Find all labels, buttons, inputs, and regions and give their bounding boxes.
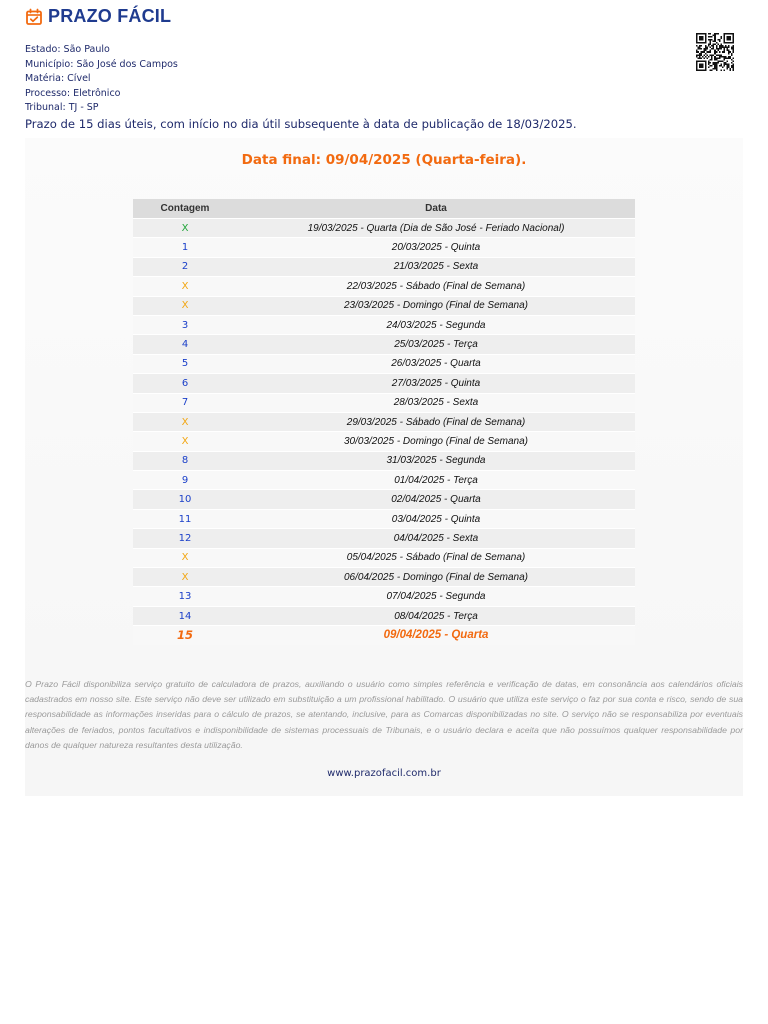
- deadline-summary: Prazo de 15 dias úteis, com início no dia útil subsequente à data de publicação de 18/03/2025.: [25, 117, 577, 131]
- row-count: X: [133, 568, 237, 587]
- table-row: [133, 509, 635, 528]
- row-count: 5: [133, 354, 237, 373]
- row-date: 02/04/2025 - Quarta: [237, 490, 635, 509]
- brand-name: PRAZO FÁCIL: [48, 6, 172, 26]
- row-date: 30/03/2025 - Domingo (Final de Semana): [237, 432, 635, 451]
- table-row: [133, 529, 635, 548]
- info-materia: Matéria: Cível: [25, 73, 91, 85]
- table-row: [133, 296, 635, 315]
- table-row: [133, 587, 635, 606]
- row-count: X: [133, 296, 237, 315]
- row-count: 1: [133, 238, 237, 257]
- table-row: [133, 490, 635, 509]
- site-link[interactable]: www.prazofacil.com.br: [327, 768, 441, 779]
- table-row: [133, 548, 635, 567]
- table-row: [133, 432, 635, 451]
- table-row: [133, 451, 635, 470]
- table-row: [133, 393, 635, 412]
- row-date: 07/04/2025 - Segunda: [237, 587, 635, 606]
- row-count: 4: [133, 335, 237, 354]
- table-row: [133, 626, 635, 645]
- row-count: X: [133, 432, 237, 451]
- result-panel: [25, 138, 743, 796]
- row-date: 19/03/2025 - Quarta (Dia de São José - Feriado Nacional): [237, 219, 635, 238]
- qr-code-icon[interactable]: [695, 33, 735, 71]
- row-count: X: [133, 548, 237, 567]
- row-date: 24/03/2025 - Segunda: [237, 315, 635, 334]
- row-date: 20/03/2025 - Quinta: [237, 238, 635, 257]
- header-data: Data: [237, 199, 635, 219]
- table-row: [133, 335, 635, 354]
- row-count: 9: [133, 471, 237, 490]
- info-tribunal: Tribunal: TJ - SP: [25, 102, 99, 114]
- row-count: X: [133, 219, 237, 238]
- row-count: X: [133, 412, 237, 431]
- row-count: 6: [133, 374, 237, 393]
- table-row: [133, 374, 635, 393]
- disclaimer-text: O Prazo Fácil disponibiliza serviço gratuito de calculadora de prazos, auxiliando o usuário como simples referência e verificação de datas, em consonância aos calendários oficiais cadastrados em nosso site. Este serviço não deve ser utilizado em substituição a um profissional habilitado. O usuário que utiliza este serviço o faz por sua conta e risco, sendo de sua responsabilidade as informações inseridas para o cálculo de prazos, se atentando, inclusive, para as Comarcas disponibilizadas no site. O serviço não se responsabiliza por eventuais alterações de feriados, pontos facultativos e indisponibilidade de sistemas processuais de Tribunais, e o usuário declara e aceita que não possuímos qualquer responsabilidade por danos de qualquer natureza resultantes desta utilização.: [25, 679, 743, 750]
- row-date: 23/03/2025 - Domingo (Final de Semana): [237, 296, 635, 315]
- row-count: 7: [133, 393, 237, 412]
- table-row: [133, 354, 635, 373]
- table-row: [133, 568, 635, 587]
- row-date: 08/04/2025 - Terça: [237, 606, 635, 625]
- row-date: 09/04/2025 - Quarta: [237, 626, 635, 645]
- header-contagem: Contagem: [133, 199, 237, 219]
- row-date: 05/04/2025 - Sábado (Final de Semana): [237, 548, 635, 567]
- table-row: [133, 277, 635, 296]
- table-row: [133, 412, 635, 431]
- row-count: 14: [133, 606, 237, 625]
- row-date: 06/04/2025 - Domingo (Final de Semana): [237, 568, 635, 587]
- row-date: 01/04/2025 - Terça: [237, 471, 635, 490]
- row-date: 25/03/2025 - Terça: [237, 335, 635, 354]
- table-header-row: [133, 199, 635, 219]
- table-row: [133, 606, 635, 625]
- row-date: 27/03/2025 - Quinta: [237, 374, 635, 393]
- info-processo: Processo: Eletrônico: [25, 87, 121, 99]
- final-date: Data final: 09/04/2025 (Quarta-feira).: [241, 152, 527, 168]
- row-count: 13: [133, 587, 237, 606]
- info-municipio: Município: São José dos Campos: [25, 58, 178, 70]
- row-count: 8: [133, 451, 237, 470]
- row-date: 04/04/2025 - Sexta: [237, 529, 635, 548]
- day-count-table: [133, 199, 635, 645]
- row-count: 15: [133, 626, 237, 645]
- row-date: 26/03/2025 - Quarta: [237, 354, 635, 373]
- brand-header: [25, 6, 171, 27]
- row-date: 29/03/2025 - Sábado (Final de Semana): [237, 412, 635, 431]
- calendar-check-icon: [25, 8, 43, 26]
- row-date: 22/03/2025 - Sábado (Final de Semana): [237, 277, 635, 296]
- table-row: [133, 219, 635, 238]
- info-estado: Estado: São Paulo: [25, 44, 110, 55]
- row-date: 21/03/2025 - Sexta: [237, 257, 635, 276]
- table-row: [133, 238, 635, 257]
- row-count: 3: [133, 315, 237, 334]
- process-info: [25, 43, 178, 116]
- table-row: [133, 315, 635, 334]
- row-count: 12: [133, 529, 237, 548]
- row-date: 28/03/2025 - Sexta: [237, 393, 635, 412]
- table-row: [133, 257, 635, 276]
- row-date: 03/04/2025 - Quinta: [237, 509, 635, 528]
- row-date: 31/03/2025 - Segunda: [237, 451, 635, 470]
- row-count: 11: [133, 509, 237, 528]
- table-row: [133, 471, 635, 490]
- row-count: 2: [133, 257, 237, 276]
- row-count: 10: [133, 490, 237, 509]
- row-count: X: [133, 277, 237, 296]
